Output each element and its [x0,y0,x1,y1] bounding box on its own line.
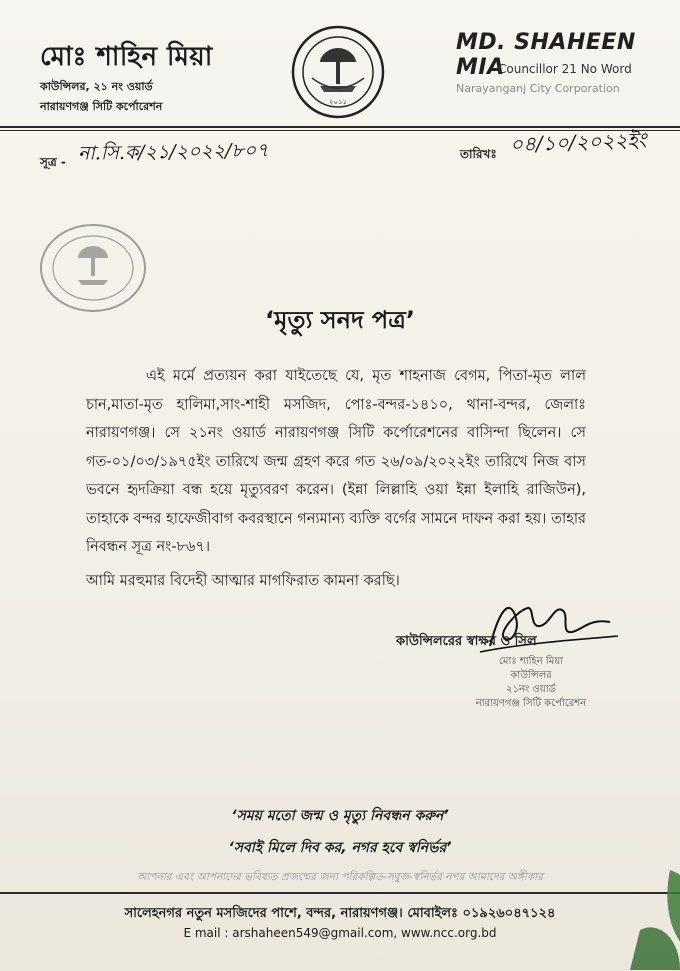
slogan-pledge: আপনার এবং আপনাদের ভবিষ্যত প্রজন্মের জন্য পরিকল্পিত-সবুজ-স্বনির্ভর নগর আমাদের অঙ্গীকার [137,871,543,883]
plant-leaf-icon [630,860,680,970]
councillor-designation-en: Councillor 21 No Word [498,62,632,76]
slogan-registration: ‘সময় মতো জন্ম ও মৃত্যু নিবন্ধন করুন’ [231,808,449,824]
signature-label: কাউন্সিলরের স্বাক্ষর ও সিল [396,634,537,649]
certificate-body-text: এই মর্মে প্রত্যয়ন করা যাইতেছে যে, মৃত শাহনাজ বেগম, পিতা-মৃত লাল চান,মাতা-মৃত হালিমা,সাং-শাহী মসজিদ, পোঃ-বন্দর-১৪১০, থানা-বন্দর, জেলাঃ নারায়ণগঞ্জ। সে ২১নং ওয়ার্ড নারায়ণগঞ্জ সিটি কর্পোরেশনের বাসিন্দা ছিলেন। সে গত-০১/০৩/১৯৭৫ইং তারিখে জন্ম গ্রহণ করে গত ২৬/০৯/২০২২ইং তারিখে নিজ বাস ভবনে হৃদক্রিয়া বন্ধ হয়ে মৃত্যুবরণ করেন। (ইন্না লিল্লাহি ওয়া ইন্না ইলাহি রাজিউন), তাহাকে বন্দর হাফেজীবাগ কবরস্থানে গন্যমান্য ব্যক্তি বর্গের সামনে দাফন করা হয়। তাহার নিবন্ধন সূত্র নং-৮৬৭। [86,368,586,555]
date-label: তারিখঃ [460,147,497,161]
councillor-name-bn: মোঃ শাহিন মিয়া [40,42,213,72]
stamp-title: কাউন্সিলর [510,670,552,681]
condolence-text: আমি মরহুমার বিদেহী আত্মার মাগফিরাত কামনা করছি। [86,573,400,589]
seal-stamp-icon [38,222,148,314]
office-address: সালেহনগর নতুন মসজিদের পাশে, বন্দর, নারায়ণগঞ্জ। মোবাইলঃ ০১৯২৬০৪৭১২৪ [124,906,556,921]
corporation-name-bn: নারায়ণগঞ্জ সিটি কর্পোরেশন [40,100,163,113]
issue-date: ০৪/১০/২০২২ইং [509,127,647,157]
contact-email: E mail : arshaheen549@gmail.com, www.ncc.org.bd [183,926,497,940]
certificate-body [86,362,586,562]
stamp-ward: ২১নং ওয়ার্ড [506,684,556,695]
councillor-name-en: MD. SHAHEEN MIA [456,30,636,80]
slogan-tax: ‘সবাই মিলে দিব কর, নগর হবে স্বনির্ভর’ [228,840,452,856]
councillor-designation-bn: কাউন্সিলর, ২১ নং ওয়ার্ড [40,80,153,93]
footer-divider [0,892,680,894]
corporation-name-en: Narayanganj City Corporation [456,82,620,95]
logo-year: ২০১১ [328,98,348,106]
stamp-name: মোঃ শাহিন মিয়া [498,656,564,667]
councillor-stamp [456,655,606,711]
certificate-title: ‘মৃত্যু সনদ পত্র’ [265,306,415,334]
stamp-corporation: নারায়ণগঞ্জ সিটি কর্পোরেশন [475,698,587,709]
reference-label: সূত্র - [40,155,66,169]
reference-number: না.সি.ক/২১/২০২২/৮০৭ [77,139,269,165]
city-corporation-logo-icon [290,24,386,120]
